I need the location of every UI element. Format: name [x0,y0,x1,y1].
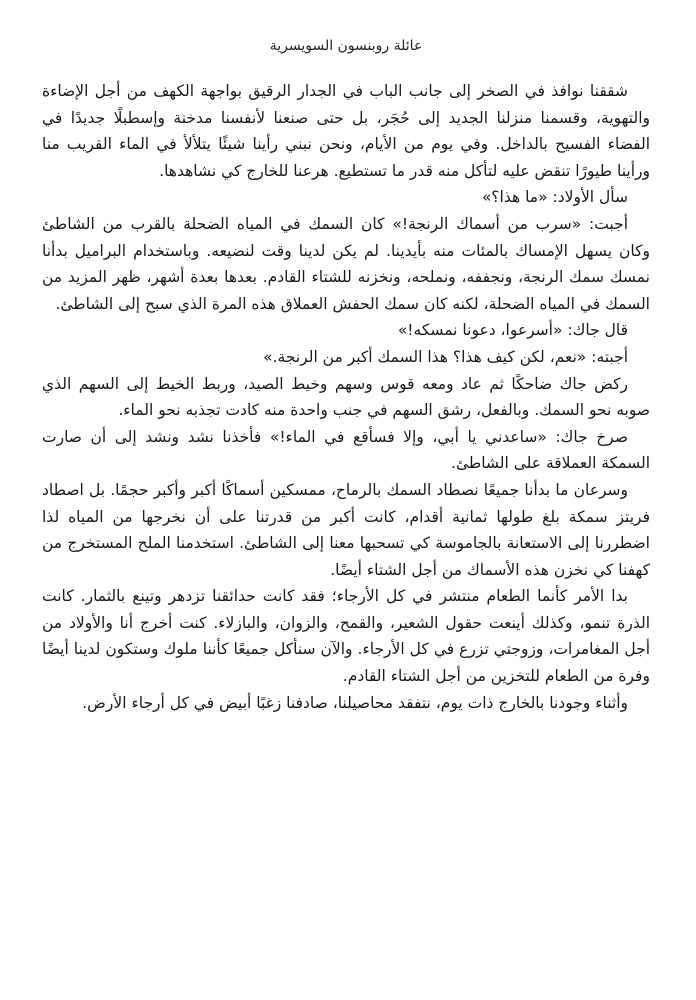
running-header: عائلة روبنسون السويسرية [269,38,423,54]
paragraph: صرخ جاك: «ساعدني يا أبي، وإلا فسأقع في الماء!» فأخذنا نشد ونشد إلى أن صارت السمكة العملاقة على الشاطئ. [42,427,650,473]
paragraph: شققنا نوافذ في الصخر إلى جانب الباب في الجدار الرقيق بواجهة الكهف من أجل الإضاءة والتهوية، وقسمنا منزلنا الجديد إلى حُجَر، بل حتى صنعنا لأنفسنا مدخنة وإسطبلًا جديدًا في الفضاء الفسيح بالداخل. وفي يوم من الأيام، ونحن نبني رأينا شيئًا يتلألأ في الماء القريب منا ورأينا طيورًا تنقض عليه لتأكل منه قدر ما تستطيع. هرعنا للخارج كي نشاهدها. [42,82,650,180]
paragraph: قال جاك: «أسرعوا، دعونا نمسكه!» [397,321,628,340]
paragraph: وسرعان ما بدأنا جميعًا نصطاد السمك بالرماح، ممسكين أسماكًا أكبر وأكبر حجمًا. بل اصطاد فريتز سمكة بلغ طولها ثمانية أقدام، كانت أكبر من قدرتنا على أن نخرجها من المياه لذا اضطررنا إلى الاستعانة بالجاموسة كي تسحبها معنا إلى الشاطئ. استخدمنا الملح المستخرج من كهفنا كي نخزن هذه الأسماك من أجل الشتاء أيضًا. [42,480,650,579]
paragraph: سأل الأولاد: «ما هذا؟» [481,188,628,207]
paragraph: ركض جاك ضاحكًا ثم عاد ومعه قوس وسهم وخيط الصيد، وربط الخيط إلى السهم الذي صوبه نحو السمك. وبالفعل، رشق السهم في جنب واحدة منه كادت تجذبه نحو الماء. [42,374,650,420]
page-body [42,78,650,716]
paragraph: بدا الأمر كأنما الطعام منتشر في كل الأرجاء؛ فقد كانت حدائقنا تزدهر وتينع بالثمار. كانت الذرة تنمو، وكذلك أينعت حقول الشعير، والقمح، والزوان، والبازلاء. كنت أخرج أنا والأولاد من أجل المغامرات، وزوجتي تزرع في كل الأرجاء. والآن سنأكل جميعًا كأننا ملوك وستكون لدينا أيضًا وفرة من الطعام للتخزين من أجل الشتاء القادم. [42,587,650,686]
paragraph: أجبت: «سرب من أسماك الرنجة!» كان السمك في المياه الضحلة بالقرب من الشاطئ وكان يسهل الإمساك بالمئات منه بأيدينا. لم يكن لدينا وقت لنضيعه. وباستخدام البراميل بدأنا نمسك سمك الرنجة، ونجففه، ونملحه، ونخزنه للشتاء القادم. بعدها بعدة أشهر، ظهر المزيد من السمك في المياه الضحلة، لكنه كان سمك الحفش العملاق هذه المرة الذي سبح إلى الشاطئ. [42,214,650,313]
paragraph: وأثناء وجودنا بالخارج ذات يوم، نتفقد محاصيلنا، صادفنا زغبًا أبيض في كل أرجاء الأرض. [82,693,628,712]
paragraph: أجبته: «نعم، لكن كيف هذا؟ هذا السمك أكبر من الرنجة.» [263,347,628,366]
